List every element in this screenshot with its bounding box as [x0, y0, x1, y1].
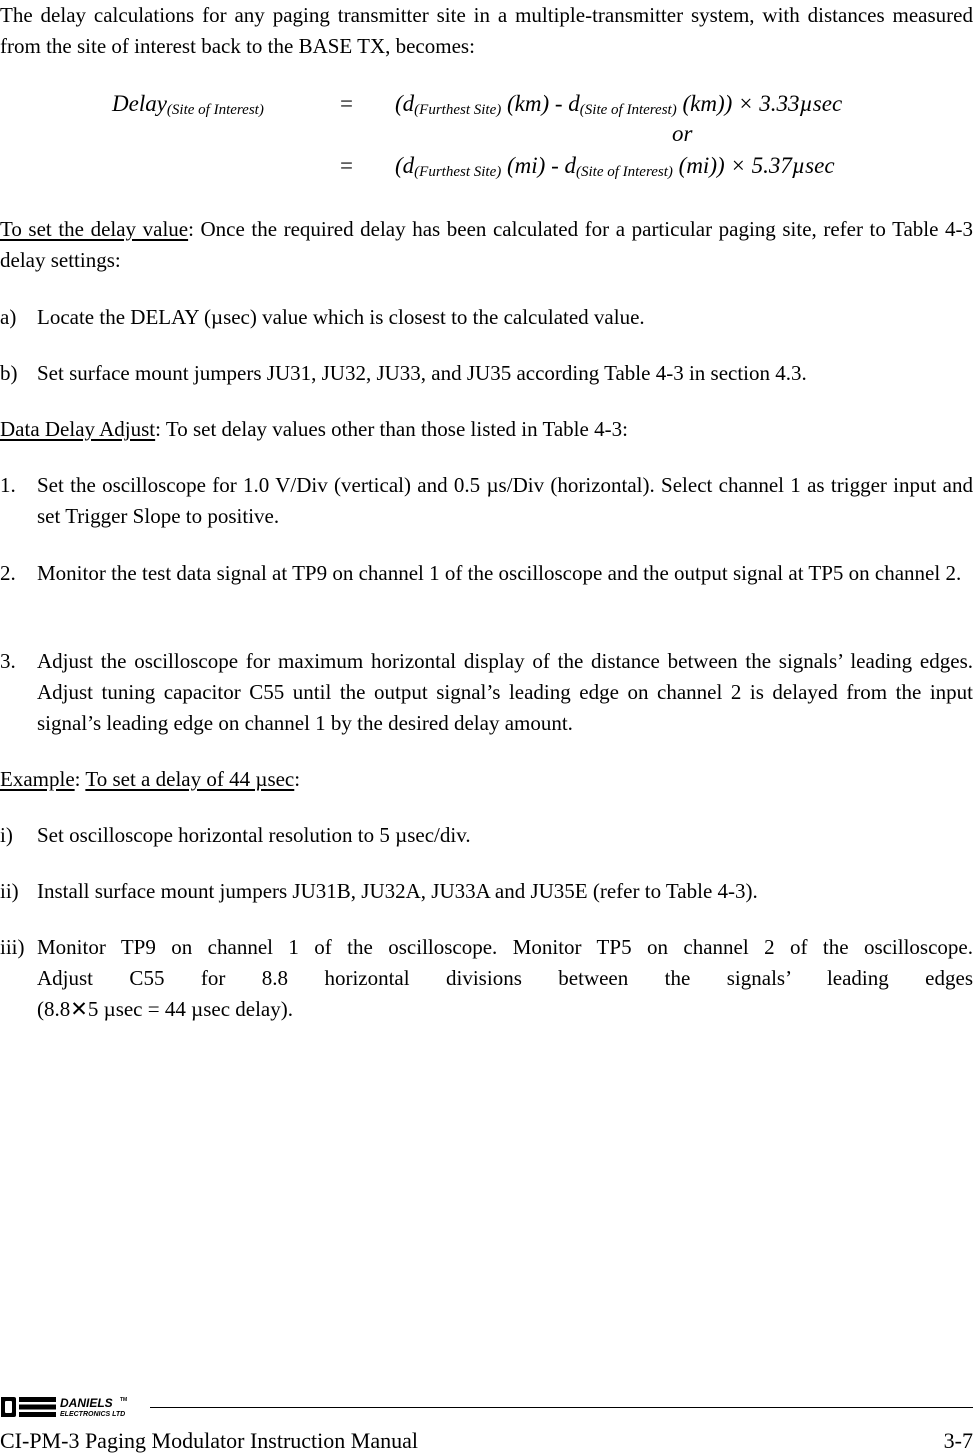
list-text: Set the oscilloscope for 1.0 V/Div (vertical) and 0.5 µs/Div (horizontal). Select channel 1 as trigger input and set Trigger Slope to positive. — [37, 473, 973, 528]
formula-or: or — [672, 121, 693, 146]
list-text: Monitor the test data signal at TP9 on channel 1 of the oscilloscope and the output signal at TP5 on channel 2. — [37, 561, 962, 585]
list-text-line: Monitor TP9 on channel 1 of the oscilloscope. Monitor TP5 on channel 2 of the oscilloscope. — [37, 935, 973, 959]
data-delay-heading: Data Delay Adjust — [0, 417, 156, 441]
data-delay-text: : To set delay values other than those listed in Table 4-3: — [155, 417, 628, 441]
formula-lhs — [112, 88, 264, 126]
footer-title: CI-PM-3 Paging Modulator Instruction Manual — [0, 1428, 418, 1453]
set-delay-heading: To set the delay value — [0, 217, 189, 241]
list-text-line: (8.8✕5 µsec = 44 µsec delay). — [37, 997, 293, 1021]
intro-paragraph: The delay calculations for any paging transmitter site in a multiple-transmitter system, with distances measured from the site of interest back to the BASE TX, becomes: — [0, 3, 973, 58]
formula-mi-row — [395, 150, 835, 188]
list-marker: 1. — [0, 473, 16, 497]
formula-open: (d — [395, 153, 415, 178]
formula-equals-2: = — [340, 153, 353, 178]
formula-km-row — [395, 88, 842, 126]
page-number: 3-7 — [943, 1428, 973, 1453]
formula-open: (d — [395, 91, 415, 116]
de-mark-icon — [1, 1397, 56, 1417]
formula-lhs-main: Delay — [112, 91, 167, 116]
formula-lhs-sub: (Site of Interest) — [166, 102, 264, 118]
list-marker: a) — [0, 305, 17, 329]
list-text: Locate the DELAY (µsec) value which is closest to the calculated value. — [37, 305, 645, 329]
list-text — [37, 932, 973, 1025]
formula-sub-interest: (Site of Interest) — [575, 164, 673, 180]
footer-rule — [150, 1407, 973, 1408]
formula-unit: (km) - d — [501, 91, 580, 116]
list-marker: b) — [0, 361, 18, 385]
example-tail: : — [294, 767, 301, 791]
list-text: Set oscilloscope horizontal resolution to 5 µsec/div. — [37, 823, 471, 847]
formula-sub-furthest: (Furthest Site) — [414, 164, 502, 180]
formula-equals-1: = — [340, 91, 353, 116]
logo-name: DANIELS — [60, 1396, 113, 1410]
formula-unit: (mi) - d — [501, 153, 576, 178]
example-subheading: To set a delay of 44 µsec — [85, 767, 295, 791]
logo-tm: TM — [120, 1397, 128, 1403]
logo-sub: ELECTRONICS LTD — [60, 1411, 126, 1418]
daniels-logo — [0, 1395, 160, 1419]
list-text: Set surface mount jumpers JU31, JU32, JU33, and JU35 according Table 4-3 in section 4.3. — [37, 361, 807, 385]
formula-sub-interest: (Site of Interest) — [579, 102, 677, 118]
example-paragraph — [0, 764, 973, 795]
list-text: Install surface mount jumpers JU31B, JU32A, JU33A and JU35E (refer to Table 4-3). — [37, 879, 758, 903]
list-marker: i) — [0, 823, 13, 847]
formula-tail: (mi)) × 5.37µsec — [672, 153, 835, 178]
data-delay-paragraph — [0, 414, 973, 445]
formula-sub-furthest: (Furthest Site) — [414, 102, 502, 118]
list-marker: 3. — [0, 649, 16, 673]
formula-tail: (km)) × 3.33µsec — [676, 91, 843, 116]
example-heading: Example — [0, 767, 75, 791]
set-delay-text: : Once the required delay has been calculated for a particular paging site, refer to Table 4-3 delay settings: — [0, 217, 973, 272]
list-text-line: Adjust C55 for 8.8 horizontal divisions between the signals’ leading edges — [37, 966, 973, 990]
list-marker: iii) — [0, 935, 25, 959]
example-colon: : — [74, 767, 86, 791]
set-delay-paragraph — [0, 214, 973, 276]
list-text: Adjust the oscilloscope for maximum horizontal display of the distance between the signals’ leading edges. Adjust tuning capacitor C55 until the output signal’s leading edge on channel 2 is delayed from the input signal’s leading edge on channel 1 by the desired delay amount. — [37, 649, 973, 735]
list-marker: ii) — [0, 879, 19, 903]
list-marker: 2. — [0, 561, 16, 585]
